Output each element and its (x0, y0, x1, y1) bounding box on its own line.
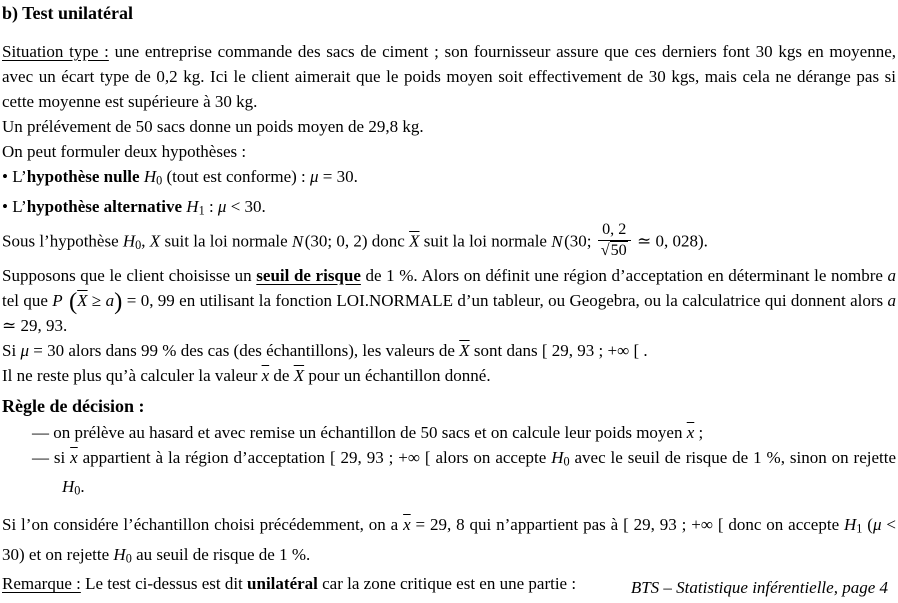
section-title (2, 3, 896, 24)
text-segment: sont dans [ 29, 93 ; +∞ [ . (469, 340, 648, 360)
text-segment: hypothèse alternative (26, 196, 183, 216)
text-segment: 0 (156, 173, 163, 188)
text-segment: Si l’on considére l’échantillon choisi précédemment, on a (2, 514, 404, 534)
text-segment: X (149, 231, 161, 251)
text-segment: Situation type : (2, 42, 109, 61)
text-segment: μ (217, 196, 227, 216)
text-segment: — si (32, 447, 71, 467)
text-segment: — on prélève au hasard et avec remise un échantillon de 50 sacs et on calcule leur poids moyen (32, 422, 687, 442)
text-segment: $\overline{X}$ (77, 290, 88, 310)
paragraph-situation (2, 39, 896, 114)
text-segment: = 0, 99 en utilisant la fonction LOI.NORMALE d’un tableur, ou Geogebra, ou la calculatrice qui donnent alors (122, 290, 888, 310)
text-segment: 1 (198, 203, 205, 218)
text-segment: $\overline{x}$ (686, 422, 695, 442)
text-segment: H (62, 477, 75, 497)
text-segment: ; (694, 422, 704, 442)
paragraph-region-acceptation (2, 338, 896, 363)
text-segment: hypothèse nulle (26, 167, 140, 186)
text-segment: ( (862, 514, 873, 534)
text-segment: a (105, 290, 115, 310)
text-segment: (30; 0, 2) donc (304, 231, 410, 251)
dash-item-prelevement (2, 420, 896, 445)
text-segment: H (551, 447, 564, 467)
text-segment: appartient à la région d’acceptation [ 29, 93 ; +∞ [ alors on accepte (77, 447, 552, 467)
text-segment: Sous l’hypothèse (2, 231, 123, 251)
text-segment: = 29, 8 qui n’appartient pas à [ 29, 93 ; +∞ [ donc on accepte (410, 514, 845, 534)
text-segment: car la zone critique est en une partie : (317, 574, 577, 594)
text-segment: P (52, 290, 63, 310)
text-segment: H (122, 231, 136, 251)
paragraph-prelevement (2, 114, 896, 139)
text-segment: H (113, 544, 126, 564)
text-segment: • L’ (2, 196, 27, 216)
text-segment: : (204, 196, 218, 216)
text-segment: a (887, 265, 897, 285)
text-segment: b) Test unilatéral (2, 3, 134, 23)
text-segment: Le test ci-dessus est dit (80, 574, 248, 594)
text-segment: a (887, 290, 896, 310)
paragraph-loi-normale (2, 223, 896, 262)
paragraph-conclusion (2, 512, 896, 571)
page-footer (631, 578, 888, 598)
text-segment: ≃ 0, 028). (632, 231, 708, 251)
text-segment: Un prélévement de 50 sacs donne un poids moyen de 29,8 kg. (2, 117, 424, 136)
math-square-root (601, 241, 628, 259)
text-segment: H (844, 514, 857, 534)
fraction-denominator (598, 240, 631, 260)
text-segment: au seuil de risque de 1 %. (131, 544, 311, 564)
radical-sign: √ (600, 242, 610, 260)
fraction-numerator (598, 221, 631, 240)
text-segment: Si (2, 340, 21, 360)
text-segment: suit la loi normale (160, 231, 292, 251)
text-segment: • L’ (2, 167, 27, 186)
paragraph-hypotheses-intro (2, 139, 896, 164)
text-segment: 1 (856, 521, 863, 536)
paragraph-seuil-risque (2, 263, 896, 338)
text-segment: = 30. (318, 167, 358, 186)
bullet-hypothese-nulle (2, 164, 896, 194)
text-segment: $\overline{X}$ (459, 340, 470, 360)
heading-regle-decision (2, 394, 896, 419)
text-segment: seuil de risque (256, 265, 361, 285)
text-segment: ≃ 29, 93. (2, 315, 68, 335)
text-segment: , (141, 231, 150, 251)
text-segment: (tout est conforme) : (162, 167, 310, 186)
text-segment: 0, 2 (602, 221, 627, 239)
text-segment: $\overline{x}$ (70, 447, 78, 467)
text-segment: pour un échantillon donné. (304, 365, 491, 385)
text-segment: $\overline{X}$ (293, 365, 305, 385)
text-segment: suit la loi normale (419, 231, 552, 251)
text-segment: 0 (563, 454, 570, 469)
text-segment: N (291, 231, 304, 251)
text-segment: unilatéral (247, 574, 318, 594)
text-segment: 50 (610, 242, 627, 260)
text-segment: μ (310, 167, 319, 186)
text-segment: 0 (135, 238, 142, 253)
text-segment: ( (62, 287, 78, 315)
paragraph-calcul-xbar (2, 363, 896, 388)
text-segment: = 30 alors dans 99 % des cas (des échantillons), les valeurs de (28, 340, 460, 360)
text-segment: < 30) et on rejette (2, 514, 896, 564)
text-segment: H (143, 167, 157, 186)
text-segment: tel que (2, 290, 53, 310)
text-segment: BTS – Statistique inférentielle, page 4 (630, 578, 888, 597)
text-segment: (30; (564, 231, 596, 251)
radicand (610, 241, 628, 259)
text-segment: ) (114, 287, 123, 315)
text-segment: Remarque : (2, 574, 81, 594)
text-segment: une entreprise commande des sacs de ciment ; son fournisseur assure que ces derniers font 30 kgs en moyenne, avec un écart type de 0,2 kg. Ici le client aimerait que le poids moyen soit effectivement de 30 kgs, mais cela ne dérange pas si cette moyenne est supérieure à 30 kg. (2, 42, 896, 111)
text-segment: < 30. (226, 196, 266, 216)
text-segment: de 1 %. Alors on définit une région d’acceptation en déterminant le nombre (360, 265, 888, 285)
text-segment: avec le seuil de risque de 1 %, sinon on rejette (569, 447, 897, 467)
dash-item-acceptation (2, 445, 896, 504)
text-segment: $\overline{x}$ (403, 514, 411, 534)
text-segment: μ (20, 340, 29, 360)
bullet-hypothese-alternative (2, 194, 896, 224)
text-segment: de (269, 365, 294, 385)
text-segment: Supposons que le client choisisse un (2, 265, 257, 285)
text-segment: μ (872, 514, 882, 534)
text-segment: On peut formuler deux hypothèses : (2, 142, 247, 161)
text-segment: Règle de décision : (2, 395, 145, 416)
text-segment: 0 (74, 483, 81, 498)
text-segment: H (186, 196, 199, 216)
text-segment: Il ne reste plus qu’à calculer la valeur (2, 365, 262, 385)
text-segment: . (80, 477, 85, 497)
text-segment: $\overline{X}$ (409, 231, 420, 251)
text-segment: $\overline{x}$ (261, 365, 270, 385)
text-segment: N (551, 231, 564, 251)
text-segment: 0 (125, 551, 132, 566)
text-segment: ≥ (87, 290, 106, 310)
math-fraction (598, 221, 631, 260)
